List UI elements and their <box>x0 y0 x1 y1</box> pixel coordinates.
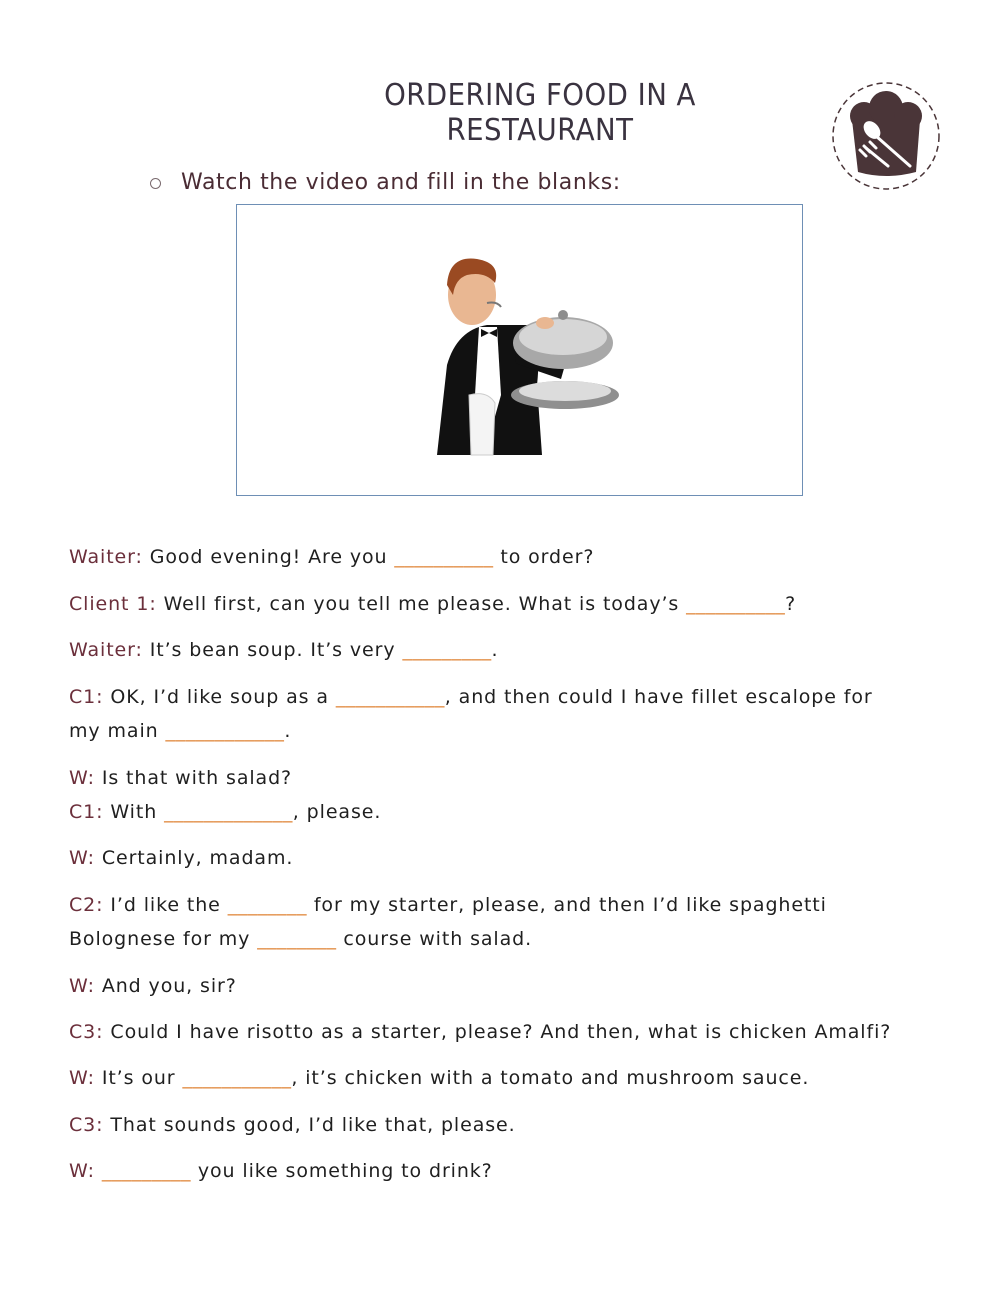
chef-hat-spoon-fork-icon <box>830 80 942 192</box>
fill-blank[interactable]: __________ <box>394 546 494 568</box>
line-text: Bolognese for my <box>69 928 258 950</box>
speaker-label: W: <box>69 1067 95 1089</box>
line-text: ? <box>785 593 797 615</box>
speaker-label: Client 1: <box>69 593 157 615</box>
line-text: for my starter, please, and then I’d like spaghetti <box>306 894 827 916</box>
line-text: OK, I’d like soup as a <box>103 686 336 708</box>
line-text: Good evening! Are you <box>142 546 395 568</box>
line-text: And you, sir? <box>94 975 237 997</box>
bullet-icon <box>150 178 161 189</box>
fill-blank[interactable]: ________ <box>227 894 307 916</box>
speaker-label: W: <box>69 847 95 869</box>
speaker-label: C3: <box>69 1114 104 1136</box>
speaker-label: W: <box>69 1160 95 1182</box>
page-title: ORDERING FOOD IN A RESTAURANT <box>384 78 696 148</box>
speaker-label: W: <box>69 975 95 997</box>
dialogue-line <box>69 593 796 615</box>
line-text: It’s bean soup. It’s very <box>142 639 403 661</box>
dialogue-line <box>69 928 532 950</box>
speaker-label: C1: <box>69 686 104 708</box>
line-text <box>95 1160 102 1182</box>
dialogue-line <box>69 546 594 568</box>
line-text: . <box>491 639 499 661</box>
fill-blank[interactable]: __________ <box>686 593 786 615</box>
waiter-holding-cloche-image <box>417 245 637 460</box>
speaker-label: Waiter: <box>69 639 143 661</box>
speaker-label: W: <box>69 767 95 789</box>
line-text: you like something to drink? <box>190 1160 493 1182</box>
line-text: With <box>103 801 165 823</box>
video-frame[interactable] <box>236 204 803 496</box>
line-text: Is that with salad? <box>94 767 293 789</box>
line-text: It’s our <box>94 1067 183 1089</box>
dialogue-line <box>69 1160 493 1182</box>
instruction-text: Watch the video and fill in the blanks: <box>181 170 621 195</box>
fill-blank[interactable]: ___________ <box>335 686 445 708</box>
fill-blank[interactable]: ________ <box>257 928 337 950</box>
dialogue-line <box>69 801 381 823</box>
fill-blank[interactable]: ____________ <box>165 720 285 742</box>
line-text: , it’s chicken with a tomato and mushroom sauce. <box>291 1067 810 1089</box>
instruction <box>150 170 621 195</box>
fill-blank[interactable]: ___________ <box>182 1067 292 1089</box>
speaker-label: C2: <box>69 894 104 916</box>
dialogue-line <box>69 720 291 742</box>
dialogue-line <box>69 975 237 997</box>
dialogue-line <box>69 1067 809 1089</box>
speaker-label: C1: <box>69 801 104 823</box>
line-text: course with salad. <box>336 928 533 950</box>
line-text: . <box>284 720 292 742</box>
dialogue-line <box>69 1021 891 1043</box>
fill-blank[interactable]: _________ <box>402 639 492 661</box>
line-text: my main <box>69 720 166 742</box>
line-text: Could I have risotto as a starter, please? And then, what is chicken Amalfi? <box>103 1021 892 1043</box>
dialogue-line <box>69 767 292 789</box>
line-text: , and then could I have fillet escalope for <box>444 686 873 708</box>
line-text: Well first, can you tell me please. What is today’s <box>156 593 687 615</box>
dialogue-line <box>69 894 827 916</box>
line-text: to order? <box>493 546 595 568</box>
speaker-label: C3: <box>69 1021 104 1043</box>
dialogue-line <box>69 847 293 869</box>
dialogue-line <box>69 686 873 708</box>
line-text: I’d like the <box>103 894 228 916</box>
fill-blank[interactable]: _________ <box>101 1160 191 1182</box>
line-text: , please. <box>292 801 382 823</box>
line-text: Certainly, madam. <box>94 847 294 869</box>
dialogue-line <box>69 1114 516 1136</box>
line-text: That sounds good, I’d like that, please. <box>103 1114 516 1136</box>
dialogue-line <box>69 639 499 661</box>
fill-blank[interactable]: _____________ <box>164 801 293 823</box>
speaker-label: Waiter: <box>69 546 143 568</box>
